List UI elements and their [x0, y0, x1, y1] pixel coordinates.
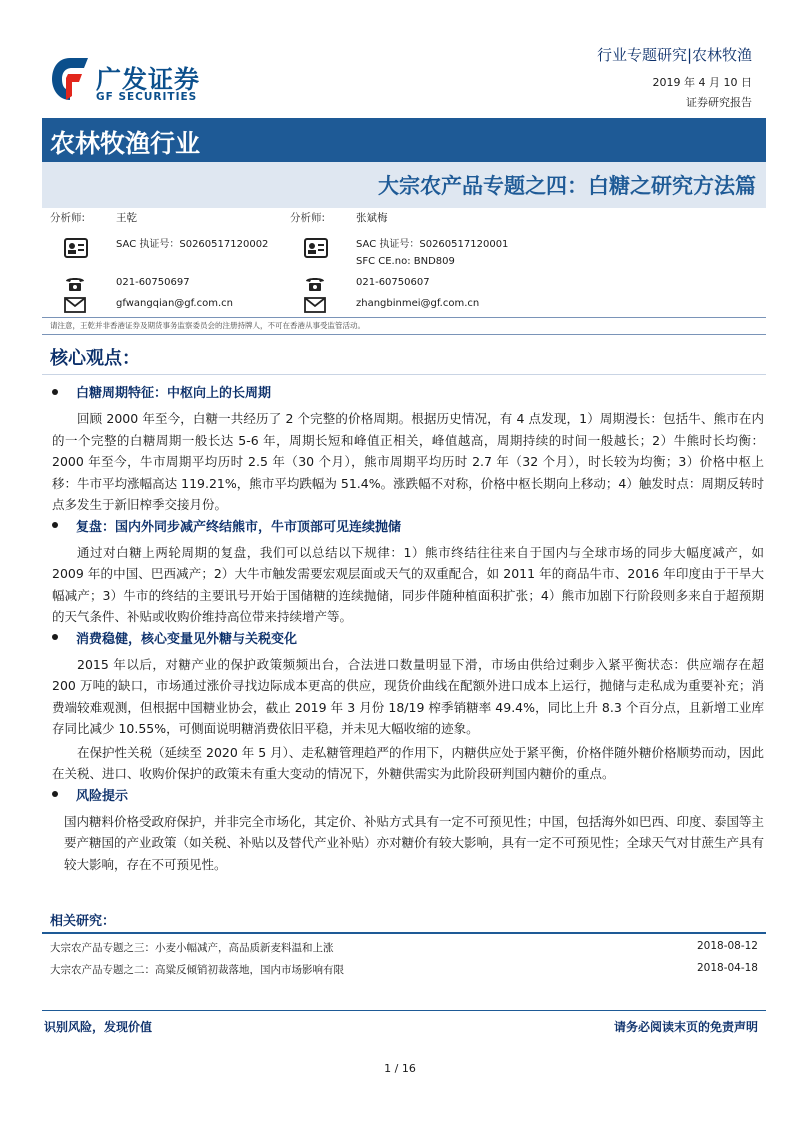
company-logo [50, 56, 220, 106]
industry-band [42, 118, 766, 162]
analyst-name: 张斌梅 [356, 212, 388, 224]
related-item-title[interactable]: 大宗农产品专题之二：高粱反倾销初裁落地，国内市场影响有限 [50, 964, 344, 976]
divider [42, 1010, 766, 1011]
related-item-date: 2018-08-12 [696, 940, 758, 952]
divider [42, 334, 766, 335]
section-paragraph: 回顾 2000 年至今，白糖一共经历了 2 个完整的价格周期。根据历史情况，有 4 点发现，1）周期漫长：包括牛、熊市在内的一个完整的白糖周期一般长达 5-6 年，周期长短和峰值正相关，峰值越高，周期持续的时间一般越长；2）牛熊时长均衡：2000 年至今，牛市周期平均历时 2.5 年（30 个月），熊市周期平均历时 2.7 年（32 个月），时长较为均衡；3）价格中枢上移：牛市平均涨幅高达 119.21%，熊市平均跌幅为 51.4%。涨跌幅不对称，价格中枢长期向上移动；4）触发时点：周期反转时点多发生于新旧榨季交接月份。 [52, 411, 764, 512]
divider [42, 374, 766, 375]
email-icon [304, 297, 326, 313]
industry-title: 农林牧渔行业 [50, 129, 201, 158]
analyst-email[interactable]: zhangbinmei@gf.com.cn [356, 298, 480, 309]
analyst-sac: SAC 执证号：S0260517120001 [356, 239, 509, 250]
page-number: 1 / 16 [384, 1062, 416, 1075]
section-paragraph: 国内糖料价格受政府保护，并非完全市场化，其定价、补贴方式具有一定不可预见性；中国，包括海外如巴西、印度、泰国等主要产糖国的产业政策（如关税、补贴以及替代产业补贴）亦对糖价有较大影响，具有一定不可预见性；全球天气对甘蔗生产具有较大影响，存在不可预见性。 [64, 813, 765, 872]
section-paragraph: 在保护性关税（延续至 2020 年 5 月）、走私糖管理趋严的作用下，内糖供应处于紧平衡，价格伴随外糖价格顺势而动，因此在关税、进口、收购价保护的政策未有重大变动的情况下，外糖供需实为此阶段研判国内糖价的重点。 [52, 744, 764, 781]
report-title-band [42, 162, 766, 208]
section-paragraph: 通过对白糖上两轮周期的复盘，我们可以总结以下规律：1）熊市终结往往来自于国内与全球市场的同步大幅度减产，如 2009 年的中国、巴西减产；2）大牛市触发需要宏观层面或天气的双重配合，如 2011 年的商品牛市、2016 年印度由于干旱大幅减产；3）牛市的终结的主要讯号开始于国储糖的连续抛储，同步伴随种植面积扩张；4）熊市加剧下行阶段则多来自于超预期的天气条件、补贴或收购价维持高位带来持续增产等。 [52, 544, 764, 624]
analyst-role: 分析师: [50, 212, 86, 224]
analyst-sac: SAC 执证号：S0260517120002 [116, 239, 269, 250]
brand-name-cn: 广发证券 [96, 65, 201, 94]
id-card-icon [64, 238, 88, 258]
report-meta [597, 44, 752, 110]
disclaimer: 请注意，王乾并非香港证券及期货事务监察委员会的注册持牌人，不可在香港从事受监管活动。 [50, 321, 365, 330]
analyst-phone: 021-60750607 [356, 277, 430, 288]
bullet-icon [52, 522, 58, 528]
bullet-icon [52, 634, 58, 640]
analyst-sfc: SFC CE.no: BND809 [356, 256, 455, 267]
phone-icon [304, 276, 326, 292]
report-date: 2019 年 4 月 10 日 [652, 76, 752, 89]
phone-icon [64, 276, 86, 292]
related-item-title[interactable]: 大宗农产品专题之三：小麦小幅减产，高品质新麦料温和上涨 [50, 942, 334, 954]
report-type: 行业专题研究|农林牧渔 [596, 46, 752, 64]
section-heading: 复盘：国内外同步减产终结熊市，牛市顶部可见连续抛储 [52, 518, 764, 538]
analyst-role: 分析师: [290, 212, 326, 224]
core-views-body [52, 384, 764, 877]
section-paragraph: 2015 年以后，对糖产业的保护政策频频出台，合法进口数量明显下滑，市场由供给过剩步入紧平衡状态：供应端存在超 200 万吨的缺口，市场通过涨价寻找边际成本更高的供应，现货价曲线在配额外进口成本上运行，抛储与走私成为重要补充；消费端较难观测，但根据中国糖业协会，截止 2019 年 3 月份 18/19 榨季销糖率 49.4%，同比上升 8.3 个百分点，且新增工业库存同比减少 10.55%，可侧面说明糖消费依旧平稳，并未见大幅收缩的迹象。 [52, 656, 764, 736]
report-title: 大宗农产品专题之四：白糖之研究方法篇 [378, 174, 756, 198]
footer-disclaimer-note: 请务必阅读末页的免责声明 [613, 1020, 758, 1034]
divider [42, 932, 766, 934]
related-research-title: 相关研究： [50, 914, 116, 929]
analyst-name: 王乾 [116, 212, 137, 224]
bullet-icon [52, 389, 58, 395]
footer-slogan: 识别风险，发现价值 [44, 1020, 153, 1034]
bullet-icon [52, 791, 58, 797]
divider [42, 317, 766, 318]
brand-name-en: GF SECURITIES [96, 91, 198, 103]
section-heading: 消费稳健，核心变量见外糖与关税变化 [52, 630, 764, 650]
analyst-phone: 021-60750697 [116, 277, 190, 288]
id-card-icon [304, 238, 328, 258]
section-heading: 白糖周期特征：中枢向上的长周期 [52, 384, 764, 404]
section-heading: 风险提示 [52, 787, 764, 807]
analyst-email[interactable]: gfwangqian@gf.com.cn [116, 298, 233, 309]
related-item-date: 2018-04-18 [696, 962, 758, 974]
gf-logo-icon [50, 56, 90, 102]
report-kind: 证券研究报告 [686, 96, 752, 109]
email-icon [64, 297, 86, 313]
core-views-title: 核心观点： [50, 348, 140, 369]
